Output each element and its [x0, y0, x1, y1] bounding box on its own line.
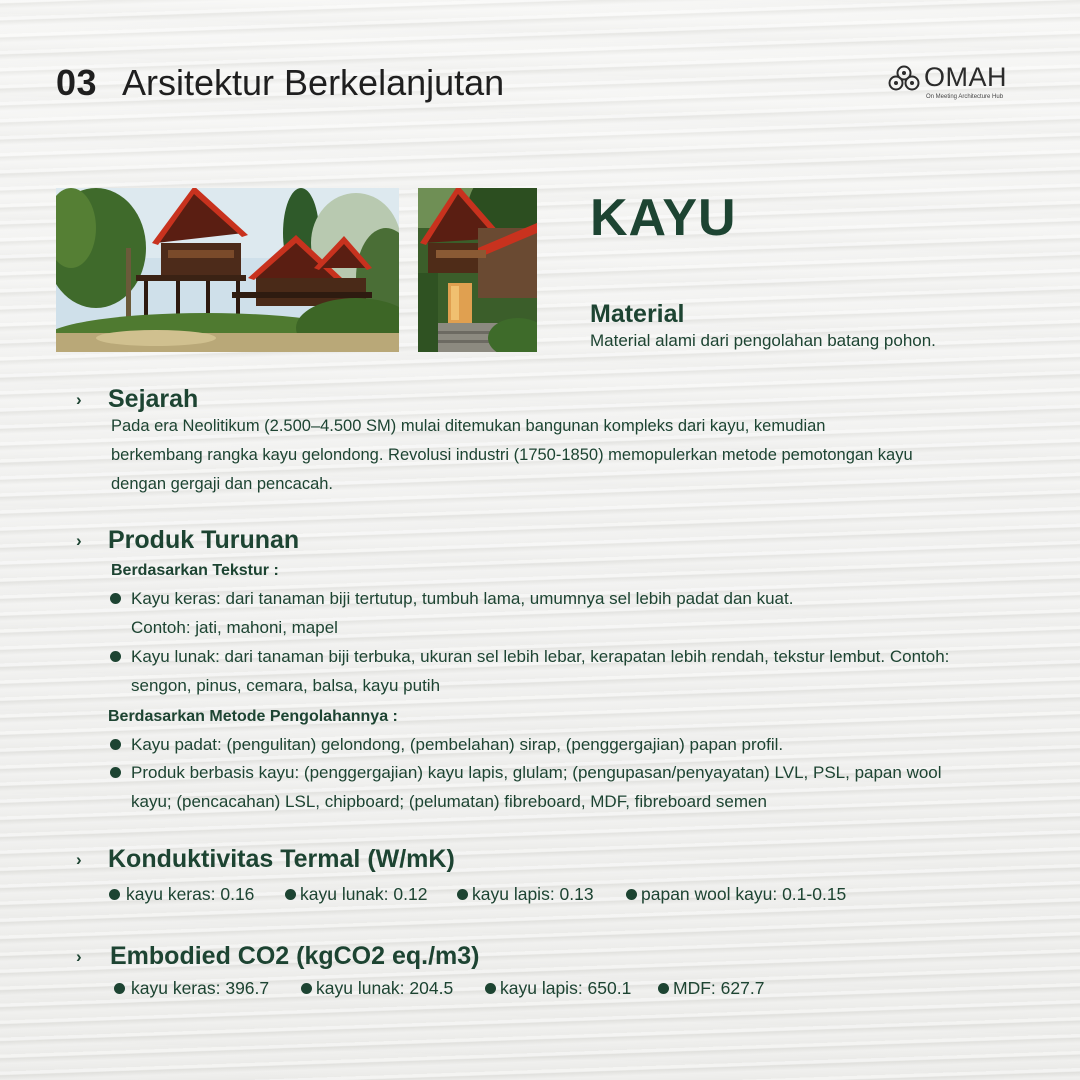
subheading-metode: Berdasarkan Metode Pengolahannya : [108, 708, 398, 725]
section-heading-embodied: Embodied CO2 (kgCO2 eq./m3) [110, 942, 480, 970]
logo-wordmark: OMAH [924, 62, 1007, 92]
bullet-icon [626, 889, 637, 900]
section-heading-produk: Produk Turunan [108, 526, 300, 554]
material-description: Material alami dari pengolahan batang pohon. [590, 331, 936, 350]
list-item: Produk berbasis kayu: (penggergajian) kayu lapis, glulam; (pengupasan/penyayatan) LVL, PSL, papan wool kayu; (pencacahan) LSL, chipboard; (pelumatan) fibreboard, MDF, fibreboard semen [131, 763, 942, 811]
bullet-icon [109, 889, 120, 900]
bullet-icon [114, 983, 125, 994]
sejarah-paragraph [111, 412, 1041, 499]
bullet-icon [457, 889, 468, 900]
stat-value: kayu lunak: 204.5 [316, 978, 454, 998]
chevron-right-icon: › [76, 947, 82, 966]
chevron-right-icon: › [76, 531, 82, 550]
chevron-right-icon: › [76, 850, 82, 869]
list-item: Kayu lunak: dari tanaman biji terbuka, ukuran sel lebih lebar, kerapatan lebih rendah, tekstur lembut. Contoh: sengon, pinus, cemara, balsa, kayu putih [131, 647, 950, 695]
subheading-tekstur: Berdasarkan Tekstur : [111, 562, 279, 579]
section-heading-konduktivitas: Konduktivitas Termal (W/mK) [108, 845, 455, 873]
page-title: Arsitektur Berkelanjutan [122, 62, 505, 103]
paragraph-line: dengan gergaji dan pencacah. [111, 475, 334, 493]
bullet-icon [110, 651, 121, 662]
paragraph-line: berkembang rangka kayu gelondong. Revolusi industri (1750-1850) memopulerkan metode pemotongan kayu [111, 446, 913, 464]
stat-value: MDF: 627.7 [673, 978, 765, 998]
bullet-icon [110, 593, 121, 604]
bullet-icon [301, 983, 312, 994]
omah-logo [888, 62, 1018, 104]
stat-value: kayu keras: 396.7 [131, 978, 270, 998]
bullet-icon [285, 889, 296, 900]
bullet-icon [658, 983, 669, 994]
list-item: Kayu keras: dari tanaman biji tertutup, tumbuh lama, umumnya sel lebih padat dan kuat. Contoh: jati, mahoni, mapel [131, 589, 794, 637]
wooden-house-photo [56, 188, 399, 352]
section-number: 03 [56, 62, 98, 103]
stat-value: kayu lapis: 0.13 [472, 884, 594, 904]
stat-value: kayu lunak: 0.12 [300, 884, 428, 904]
wooden-house-detail-photo [418, 188, 537, 352]
list-item: Kayu padat: (pengulitan) gelondong, (pembelahan) sirap, (penggergajian) papan profil. [131, 735, 784, 754]
stat-value: papan wool kayu: 0.1-0.15 [641, 884, 847, 904]
material-title: KAYU [590, 189, 737, 247]
section-heading-sejarah: Sejarah [108, 385, 199, 413]
stat-value: kayu lapis: 650.1 [500, 978, 632, 998]
bullet-icon [110, 767, 121, 778]
material-heading: Material [590, 300, 685, 328]
trefoil-logo-icon [888, 64, 920, 92]
chevron-right-icon: › [76, 390, 82, 409]
paragraph-line: Pada era Neolitikum (2.500–4.500 SM) mulai ditemukan bangunan kompleks dari kayu, kemudian [111, 417, 826, 435]
bullet-icon [485, 983, 496, 994]
logo-tagline: On Meeting Architecture Hub [926, 94, 1004, 100]
bullet-icon [110, 739, 121, 750]
stat-value: kayu keras: 0.16 [126, 884, 255, 904]
